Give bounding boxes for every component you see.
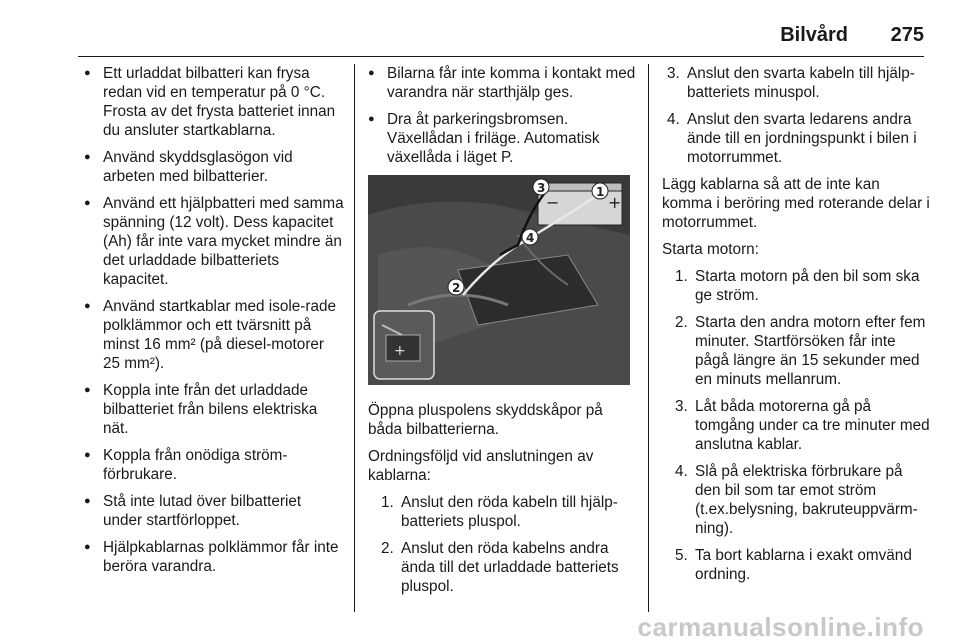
list-item bbox=[662, 267, 930, 305]
header-rule bbox=[78, 56, 924, 57]
step-text: Ta bort kablarna i exakt omvänd ordning. bbox=[695, 547, 912, 583]
callout-2 bbox=[448, 279, 464, 295]
list-item bbox=[662, 110, 930, 167]
engine-bay-drawing bbox=[368, 175, 630, 385]
list-item: ● Dra åt parkeringsbromsen. Växellådan i friläge. Automatisk växellåda i läget P. bbox=[368, 110, 636, 167]
step-text: Starta den andra motorn efter fem minuter. Startförsöken får inte pågå längre än 15 sekunder med en minuts mellanrum. bbox=[695, 314, 926, 388]
step-text: Anslut den svarta kabeln till hjälp-batteriets minuspol. bbox=[687, 65, 915, 101]
callout-1 bbox=[592, 183, 608, 199]
step-text: Anslut den röda kabeln till hjälp-batteriets pluspol. bbox=[401, 494, 618, 530]
list-item: ● Använd ett hjälpbatteri med samma spänning (12 volt). Dess kapacitet (Ah) får inte vara mycket mindre än det urladdade bilbatteriets kapacitet. bbox=[84, 194, 344, 289]
step-text: Slå på elektriska förbrukare på den bil som tar emot ström (t.ex.belysning, bakruteuppvärm-ning). bbox=[695, 463, 918, 537]
svg-text:−: − bbox=[546, 193, 560, 212]
svg-text:3: 3 bbox=[537, 181, 546, 195]
step-number: 5. bbox=[675, 547, 688, 564]
step-number: 3. bbox=[667, 65, 680, 82]
step-text: Anslut den röda kabelns andra ända till det urladdade batteriets pluspol. bbox=[401, 540, 619, 595]
list-item: ● Använd skyddsglasögon vid arbeten med bilbatterier. bbox=[84, 148, 344, 186]
list-item: ● Koppla inte från det urladdade bilbatteriet från bilens elektriska nät. bbox=[84, 381, 344, 438]
svg-text:+: + bbox=[394, 343, 406, 359]
column-divider-left bbox=[354, 64, 355, 612]
list-item bbox=[662, 546, 930, 584]
paragraph: Starta motorn: bbox=[662, 241, 759, 258]
precaution-list bbox=[84, 64, 344, 576]
list-item bbox=[662, 397, 930, 454]
step-number: 1. bbox=[381, 494, 394, 511]
callout-3 bbox=[533, 179, 549, 195]
svg-text:1: 1 bbox=[596, 185, 605, 199]
watermark: carmanualsonline.info bbox=[637, 612, 924, 642]
start-steps bbox=[662, 267, 930, 584]
inset-detail bbox=[374, 311, 434, 379]
preparation-list bbox=[368, 64, 636, 167]
list-item: ● Ett urladdat bilbatteri kan frysa redan vid en temperatur på 0 °C. Frosta av det frysta batteriet innan du ansluter startkablarna. bbox=[84, 64, 344, 140]
list-item bbox=[662, 313, 930, 389]
jump-start-illustration bbox=[368, 175, 630, 385]
step-number: 1. bbox=[675, 268, 688, 285]
list-item bbox=[368, 539, 636, 596]
column-2 bbox=[368, 64, 636, 604]
svg-text:4: 4 bbox=[526, 231, 535, 245]
svg-text:+: + bbox=[608, 193, 622, 212]
page-header bbox=[0, 0, 960, 56]
step-text: Låt båda motorerna gå på tomgång under ca tre minuter med anslutna kablar. bbox=[695, 398, 930, 453]
step-number: 4. bbox=[667, 111, 680, 128]
step-number: 3. bbox=[675, 398, 688, 415]
step-text: Anslut den svarta ledarens andra ände till en jordningspunkt i bilen i motorrummet. bbox=[687, 111, 917, 166]
list-item bbox=[662, 64, 930, 102]
column-divider-right bbox=[648, 64, 649, 612]
callout-4 bbox=[522, 229, 538, 245]
step-number: 4. bbox=[675, 463, 688, 480]
column-3 bbox=[662, 64, 930, 592]
page-number: 275 bbox=[890, 24, 924, 46]
paragraph: Ordningsföljd vid anslutningen av kablarna: bbox=[368, 448, 594, 484]
list-item: ● Hjälpkablarnas polklämmor får inte beröra varandra. bbox=[84, 538, 344, 576]
step-text: Starta motorn på den bil som ska ge ström. bbox=[695, 268, 920, 304]
list-item bbox=[368, 493, 636, 531]
step-number: 2. bbox=[381, 540, 394, 557]
section-title: Bilvård bbox=[780, 24, 848, 46]
helper-battery bbox=[538, 183, 622, 225]
paragraph: Öppna pluspolens skyddskåpor på båda bilbatterierna. bbox=[368, 402, 603, 438]
connection-steps-continued bbox=[662, 64, 930, 167]
list-item: ● Använd startkablar med isole-rade polklämmor och ett tvärsnitt på minst 16 mm² (på diesel-motorer 25 mm²). bbox=[84, 297, 344, 373]
list-item: ● Koppla från onödiga ström-förbrukare. bbox=[84, 446, 344, 484]
paragraph: Lägg kablarna så att de inte kan komma i beröring med roterande delar i motorrummet. bbox=[662, 176, 930, 231]
step-number: 2. bbox=[675, 314, 688, 331]
list-item bbox=[662, 462, 930, 538]
list-item: ● Bilarna får inte komma i kontakt med varandra när starthjälp ges. bbox=[368, 64, 636, 102]
list-item: ● Stå inte lutad över bilbatteriet under startförloppet. bbox=[84, 492, 344, 530]
svg-text:2: 2 bbox=[452, 281, 461, 295]
connection-steps bbox=[368, 493, 636, 596]
column-1 bbox=[84, 64, 344, 584]
